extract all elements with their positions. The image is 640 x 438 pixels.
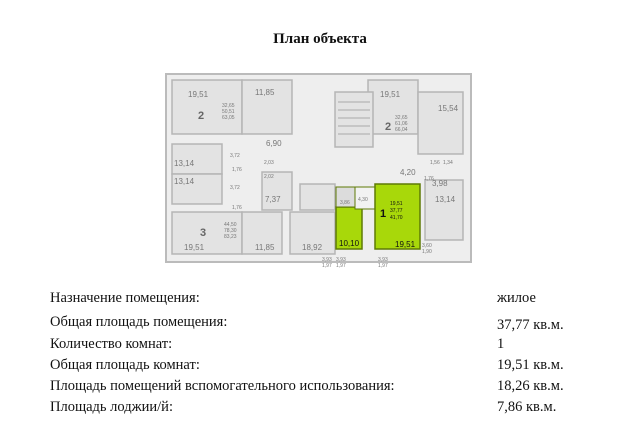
loggia-label: 1,97	[336, 263, 346, 269]
spec-row	[50, 290, 610, 308]
room-label: 3,98	[432, 179, 448, 188]
room-label: 1,76	[232, 167, 242, 173]
spec-label: Количество комнат:	[50, 336, 173, 352]
loggia-label: 3,93	[336, 257, 346, 263]
spec-row	[50, 336, 610, 354]
spec-row	[50, 399, 610, 417]
spec-row	[50, 314, 610, 332]
apartment-rooms: 2	[198, 110, 205, 122]
room-label: 13,14	[435, 195, 456, 204]
spec-label: Общая площадь помещения:	[50, 314, 228, 330]
room-label: 2,03	[264, 160, 274, 166]
selected-area: 37,77	[390, 208, 403, 214]
selected-hall-area: 4,30	[358, 197, 368, 203]
area: 61,06	[395, 121, 408, 127]
room-d	[418, 92, 463, 154]
room-label: 2,02	[264, 174, 274, 180]
loggia-label: 3,93	[322, 257, 332, 263]
spec-label: Площадь лоджии/й:	[50, 399, 173, 415]
loggia-label: 1,97	[322, 263, 332, 269]
room-label: 19,51	[380, 90, 401, 99]
loggia-label: 1,90	[422, 249, 432, 255]
room-label: 1,76	[424, 176, 434, 182]
selected-area: 19,51	[390, 201, 403, 207]
spec-row	[50, 357, 610, 375]
area: 66,04	[395, 127, 408, 133]
selected-bath-area: 3,86	[340, 200, 350, 206]
area: 32,65	[222, 103, 235, 109]
room-label: 11,85	[255, 243, 275, 252]
area: 63,05	[222, 115, 235, 121]
stairs	[335, 92, 373, 147]
room-label: 11,85	[255, 88, 275, 97]
room-label: 3,72	[230, 153, 240, 159]
area: 50,51	[222, 109, 235, 115]
room-label: 19,51	[184, 243, 205, 252]
page-title: План объекта	[273, 31, 367, 47]
room-c	[368, 80, 418, 134]
room-label: 1,56	[430, 160, 440, 166]
selected-rooms: 1	[380, 208, 387, 220]
spec-label: Площадь помещений вспомогательного использования:	[50, 378, 395, 394]
room-j	[425, 180, 463, 240]
selected-room-area: 19,51	[395, 240, 416, 249]
room-label: 6,90	[266, 139, 282, 148]
selected-area: 41,70	[390, 215, 403, 221]
area: 32,65	[395, 115, 408, 121]
room-label: 18,92	[302, 243, 323, 252]
spec-value: 18,26 кв.м.	[497, 378, 564, 394]
spec-value: 19,51 кв.м.	[497, 357, 564, 373]
loggia-label: 1,97	[378, 263, 388, 269]
spec-label: Общая площадь комнат:	[50, 357, 200, 373]
area: 83,23	[224, 234, 237, 240]
loggia-label: 3,60	[422, 243, 432, 249]
room-l	[300, 184, 335, 210]
room-label: 4,20	[400, 168, 416, 177]
spec-row	[50, 378, 610, 396]
room-label: 13,14	[174, 159, 195, 168]
selected-kitchen-area: 10,10	[339, 239, 360, 248]
floor-plan	[150, 62, 490, 272]
area: 78,30	[224, 228, 237, 234]
room-label: 15,54	[438, 104, 459, 113]
loggia-label: 3,93	[378, 257, 388, 263]
spec-value: 37,77 кв.м.	[497, 317, 564, 333]
room-label: 1,76	[232, 205, 242, 211]
room-label: 3,72	[230, 185, 240, 191]
room-label: 1,34	[443, 160, 453, 166]
apartment-rooms: 3	[200, 227, 207, 239]
apartment-rooms: 2	[385, 121, 392, 133]
spec-value: жилое	[497, 290, 536, 306]
room-label: 19,51	[188, 90, 209, 99]
area: 44,50	[224, 222, 237, 228]
spec-value: 1	[497, 336, 505, 352]
room-label: 7,37	[265, 195, 281, 204]
room-label: 13,14	[174, 177, 195, 186]
spec-label: Назначение помещения:	[50, 290, 200, 306]
spec-value: 7,86 кв.м.	[497, 399, 557, 415]
